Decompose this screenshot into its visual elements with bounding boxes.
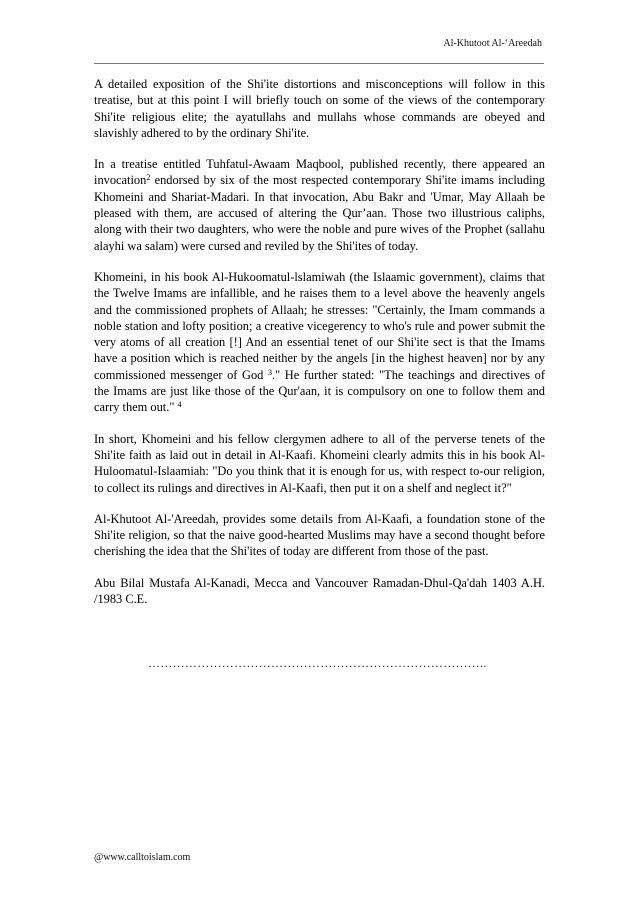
footnote-ref[interactable]: 3 [267, 367, 272, 377]
paragraph-text: endorsed by six of the most respected contemporary Shi'ite imams including Khomeini and Shariat-Madari. In that invocation, Abu Bakr and 'Umar, May Allaah be pleased with them, are accused of altering the Qur’aan. Those two illustrious caliphs, along with their two daughters, who were the noble and pure wives of the Prophet (sallahu alayhi wa salam) were cursed and reviled by the Shi'ites of today. [94, 173, 545, 253]
paragraph-al-kaafi: In short, Khomeini and his fellow clergymen adhere to all of the perverse tenets of the Shi'ite faith as laid out in detail in Al-Kaafi. Khomeini clearly admits this in his book Al-Huloomatul-Islaamiah: "Do you think that it is enough for us, with respect to-our religion, to collect its rulings and directives in Al-Kaafi, then put it on a shelf and neglect it?" [94, 431, 545, 495]
footnote-ref[interactable]: 2 [146, 173, 151, 183]
paragraph-purpose: Al-Khutoot Al-'Areedah, provides some details from Al-Kaafi, a foundation stone of the Shi'ite religion, so that the naive good-hearted Muslims may have a second thought before cherishing the idea that the Shi'ites of today are different from those of the past. [94, 511, 545, 559]
paragraph-text: Khomeini, in his book Al-Hukoomatul-lslamiwah (the Islaamic government), claims that the Twelve Imams are infallible, and he raises them to a level above the heavenly angels and the commissioned prophets of Allaah; he stresses: "Certainly, the Imam commands a noble station and lofty position; a creative vicegerency to who's rule and power submit the very atoms of all creation [!] And an essential tenet of our Shi'ite sect is that the Imams have a position which is reached neither by the angels [in the highest heaven] nor by any commissioned messenger of God [94, 269, 545, 382]
dotted-separator: ……………………………………………………………………….. [148, 656, 487, 670]
body-text [94, 76, 545, 622]
paragraph-khomeini [94, 269, 545, 416]
paragraph-text: In a treatise entitled Tuhfatul-Awaam Maqbool, published recently, there appeared an invocation [94, 157, 545, 188]
footnote-ref[interactable]: 4 [177, 400, 182, 410]
paragraph-intro: A detailed exposition of the Shi'ite distortions and misconceptions will follow in this treatise, but at this point I will briefly touch on some of the views of the contemporary Shi'ite religious elite; the ayatullahs and mullahs whose commands are obeyed and slavishly adhered to by the ordinary Shi'ite. [94, 77, 545, 140]
header-divider [94, 63, 544, 64]
paragraph-signature: Abu Bilal Mustafa Al-Kanadi, Mecca and Vancouver Ramadan-Dhul-Qa'dah 1403 A.H. /1983 C.E. [94, 575, 545, 607]
paragraph-invocation [94, 156, 545, 254]
running-header: Al-Khutoot Al-‘Areedah [443, 38, 542, 49]
paragraph-text: ." He further stated: "The teachings and directives of the Imams are just like those of the Qur'aan, it is compulsory on one to follow them and carry them out." [94, 367, 545, 415]
footer-url: @www.calltoislam.com [94, 852, 191, 863]
